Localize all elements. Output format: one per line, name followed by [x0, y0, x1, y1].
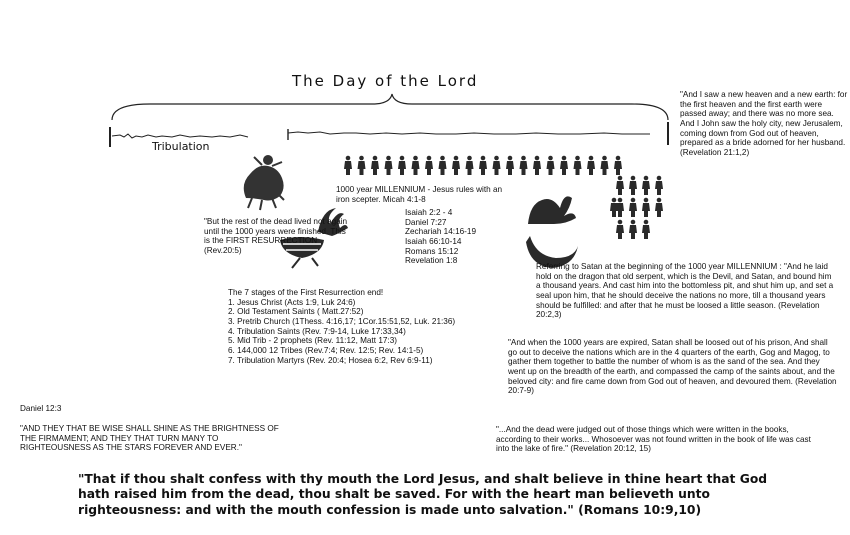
saint-figure-icon	[560, 156, 568, 175]
saint-figure-icon	[610, 198, 618, 217]
millennium-ref: Romans 15:12	[405, 246, 459, 256]
tribulation-label: Tribulation	[152, 140, 210, 153]
stage-item: 6. 144,000 12 Tribes (Rev.7:4; Rev. 12:5; Rev. 14:1-5)	[228, 346, 424, 356]
horse-rider-icon	[244, 155, 284, 210]
daniel-reference: Daniel 12:3	[20, 404, 62, 413]
saint-figure-icon	[385, 156, 393, 175]
saint-figure-icon	[466, 156, 474, 175]
romans-verse: "That if thou shalt confess with thy mouth the Lord Jesus, and shalt believe in thine heart that God hath raised him from the dead, thou shalt be saved. For with the heart man believeth unto righteousness: and with the mouth confession is made unto salvation." (Romans 10:9,10)	[78, 472, 768, 517]
saint-figure-icon	[642, 198, 650, 217]
saint-figure-icon	[479, 156, 487, 175]
saint-figure-icon	[655, 198, 663, 217]
saint-figure-icon	[412, 156, 420, 175]
saint-figure-icon	[439, 156, 447, 175]
saint-figure-icon	[629, 176, 637, 195]
resurrection-stages	[228, 288, 498, 365]
rest-of-dead-note: "But the rest of the dead lived not again until the 1000 years were finished. This is the FIRST RESURRECTION (Rev.20:5)	[204, 217, 348, 256]
stage-item: 5. Mid Trib - 2 prophets (Rev. 11:12, Matt 17:3)	[228, 336, 397, 346]
saint-figure-icon	[614, 156, 622, 175]
stage-item: 7. Tribulation Martyrs (Rev. 20:4; Hosea 6:2, Rev 6:9-11)	[228, 355, 433, 365]
saint-figure-icon	[574, 156, 582, 175]
satan-loosed-text: "And when the 1000 years are expired, Satan shall be loosed out of his prison, And shall go out to deceive the nations which are in the 4 quarters of the earth, Gog and Magog, to gather them together to battle the number of whom is as the sand of the sea. And they went up on the breadth of the earth, and compassed the camp of the saints about, and the beloved city: and fire came down from God out of heaven, and devoured them. (Revelation 20:7-9)	[508, 338, 837, 396]
stages-heading: The 7 stages of the First Resurrection end!	[228, 288, 384, 297]
saint-figure-icon	[547, 156, 555, 175]
millennium-ref: Zechariah 14:16-19	[405, 227, 477, 237]
saint-figure-icon	[371, 156, 379, 175]
saint-figure-icon	[425, 156, 433, 175]
millennium-ref: Daniel 7:27	[405, 217, 447, 227]
millennium-refs	[405, 208, 476, 266]
saint-figure-icon	[642, 220, 650, 239]
page-title: The Day of the Lord	[292, 72, 479, 90]
saint-figure-icon	[344, 156, 352, 175]
saint-figure-icon	[398, 156, 406, 175]
saint-figure-icon	[655, 176, 663, 195]
saint-figure-icon	[616, 220, 624, 239]
saint-figure-icon	[358, 156, 366, 175]
saint-figure-icon	[629, 220, 637, 239]
saint-figure-icon	[616, 176, 624, 195]
daniel-verse: "AND THEY THAT BE WISE SHALL SHINE AS THE BRIGHTNESS OF THE FIRMAMENT; AND THEY THAT TURN MANY TO RIGHTEOUSNESS AS THE STARS FOREVER AND EVER."	[20, 424, 279, 453]
millennium-text: 1000 year MILLENNIUM - Jesus rules with an iron scepter. Micah 4:1-8	[336, 185, 503, 204]
stage-item: 1. Jesus Christ (Acts 1:9, Luk 24:6)	[228, 297, 356, 307]
saint-figure-icon	[506, 156, 514, 175]
saint-figure-icon	[642, 176, 650, 195]
saint-figure-icon	[452, 156, 460, 175]
stage-item: 4. Tribulation Saints (Rev. 7:9-14, Luke 17:33,34)	[228, 326, 406, 336]
saint-figure-icon	[587, 156, 595, 175]
millennium-ref: Isaiah 2:2 - 4	[405, 208, 453, 217]
millennium-ref: Isaiah 66:10-14	[405, 237, 462, 247]
saint-figure-icon	[520, 156, 528, 175]
stage-item: 3. Pretrib Church (1Thess. 4:16,17; 1Cor.15:51,52, Luk. 21:36)	[228, 317, 456, 327]
saint-figure-icon	[601, 156, 609, 175]
new-heaven-verse: "And I saw a new heaven and a new earth: for the first heaven and the first earth were passed away; and there was no more sea. And I John saw the holy city, new Jerusalem, coming down from God out of heaven, prepared as a bride adorned for her husband. (Revelation 21:1,2)	[680, 90, 848, 158]
stage-item: 2. Old Testament Saints ( Matt.27:52)	[228, 307, 364, 317]
saint-figure-icon	[533, 156, 541, 175]
saint-figure-icon	[629, 198, 637, 217]
saint-figure-icon	[493, 156, 501, 175]
judgment-text: "...And the dead were judged out of those things which were written in the books, according to their works... Whosoever was not found written in the book of life was cast into the lake of fire." (Revelation 20:12, 15)	[496, 425, 811, 454]
millennium-ref: Revelation 1:8	[405, 256, 458, 266]
satan-bound-text: Referring to Satan at the beginning of the 1000 year MILLENNIUM : "And he laid hold on the dragon that old serpent, which is the Devil, and Satan, and bound him a thousand years. And cast him into the bottomless pit, and shut him up, and set a seal upon him, that he should deceive the nations no more, till a thousand years should be fulfilled: and after that he must be loosed a little season. (Revelation 20:2,3)	[536, 262, 834, 320]
dragon-serpent-icon	[526, 196, 578, 268]
day-of-lord-brace	[112, 94, 668, 120]
